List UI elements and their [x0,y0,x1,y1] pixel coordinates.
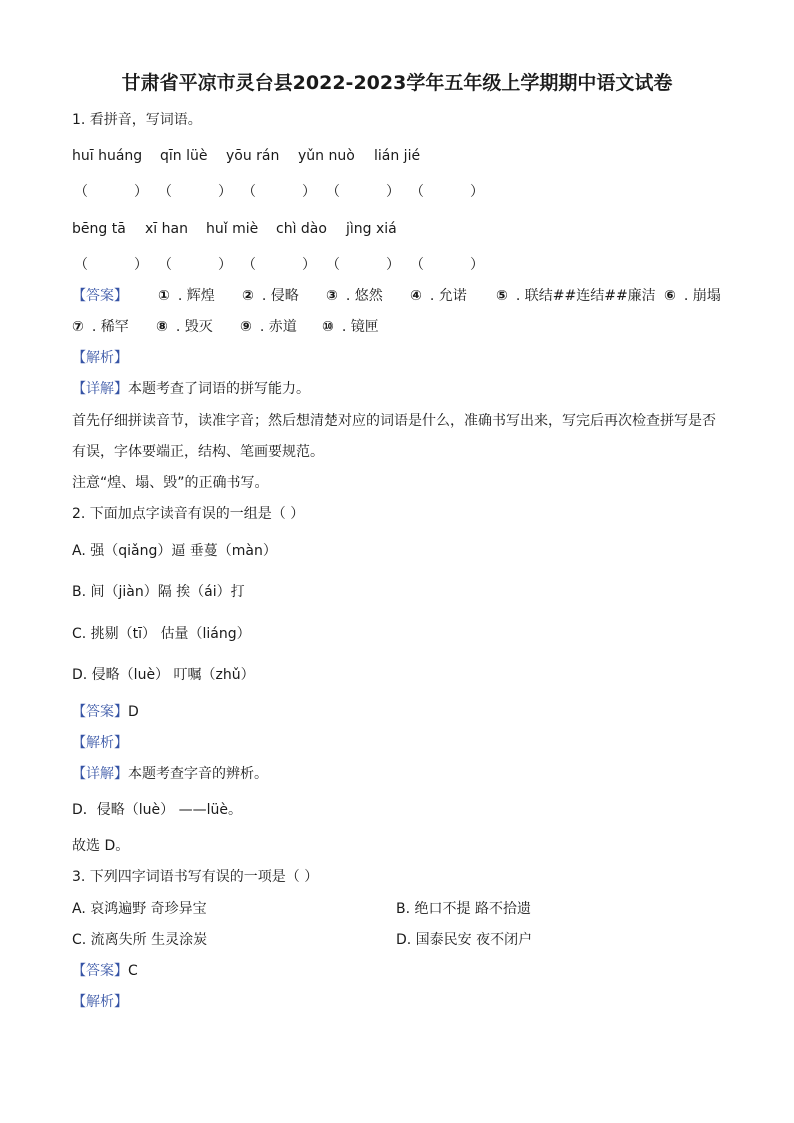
number-badge: ⑦ [72,319,84,335]
answer-text: . 毁灭 [175,319,213,335]
pinyin-item: huǐ miè [206,221,259,237]
pinyin-item: lián jié [374,148,421,164]
blank-open: （ [242,257,256,273]
blank-open: （ [242,184,256,200]
q1-detail [72,379,310,399]
answer-text: . 镜匣 [341,319,379,335]
q1-stem: 1. 看拼音，写词语。 [72,112,202,128]
number-badge: ② [242,288,254,304]
answer-item [240,317,297,337]
detail-label: 【详解】 [72,381,128,397]
answer-text: . 辉煌 [177,288,215,304]
pinyin-item: yǔn nuò [298,148,355,164]
blank-open: （ [74,184,88,200]
answer-item [156,317,213,337]
q2-line-d: D．侵略（luè） ——lüè。 [72,802,242,818]
answer-text: . 联结##连结##廉洁 [515,288,656,304]
answer-text: . 侵略 [261,288,299,304]
number-badge: ⑨ [240,319,252,335]
pinyin-item: xī han [145,221,188,237]
q1-answer-row2 [0,317,794,337]
answer-item [322,317,379,337]
blank-close: ） [470,184,484,200]
q2-answer [72,702,139,722]
q2-option-d: D. 侵略（luè） 叮嘱（zhǔ） [72,667,255,683]
number-badge: ⑤ [496,288,508,304]
blank-close: ） [134,257,148,273]
pinyin-item: qīn lüè [160,148,208,164]
answer-text: . 赤道 [259,319,297,335]
number-badge: ① [158,288,170,304]
blank-open: （ [326,184,340,200]
blank-close: ） [218,257,232,273]
answer-text: . 悠然 [345,288,383,304]
analysis-label: 【解析】 [72,350,128,366]
answer-item [242,286,299,306]
answer-item [326,286,383,306]
q3-option-c: C. 流离失所 生灵涂炭 [72,932,208,948]
answer-text: . 允诺 [429,288,467,304]
pinyin-item: huī huáng [72,148,143,164]
answer-item [158,286,215,306]
analysis-label: 【解析】 [72,735,128,751]
blank-close: ） [302,184,316,200]
number-badge: ⑥ [664,288,676,304]
blank-close: ） [386,257,400,273]
blank-open: （ [74,257,88,273]
number-badge: ③ [326,288,338,304]
blank-close: ） [302,257,316,273]
answer-label: 【答案】 [72,288,128,304]
blank-open: （ [158,257,172,273]
answer-text: . 崩塌 [683,288,721,304]
blank-close: ） [218,184,232,200]
page-title: 甘肃省平凉市灵台县2022-2023学年五年级上学期期中语文试卷 [121,72,673,94]
q3-stem: 3. 下列四字词语书写有误的一项是（ ） [72,869,319,885]
q1-pinyin-row1 [0,146,794,166]
answer-item [664,286,721,306]
q1-blank-row1 [0,182,794,202]
q2-stem: 2. 下面加点字读音有误的一组是（ ） [72,506,305,522]
number-badge: ⑩ [322,319,334,335]
blank-close: ） [386,184,400,200]
number-badge: ④ [410,288,422,304]
pinyin-item: jìng xiá [346,221,397,237]
answer-item [410,286,467,306]
blank-close: ） [470,257,484,273]
pinyin-item: chì dào [276,221,327,237]
q1-paragraph-2: 有误，字体要端正，结构、笔画要规范。 [72,444,324,460]
q1-paragraph-1: 首先仔细拼读音节，读准字音；然后想清楚对应的词语是什么，准确书写出来，写完后再次检查拼写是否 [72,413,716,429]
answer-value: D [128,704,139,720]
blank-open: （ [326,257,340,273]
q3-option-b: B. 绝口不提 路不拾遗 [396,901,531,917]
q2-option-b: B. 间（jiàn）隔 挨（ái）打 [72,584,245,600]
detail-text: 本题考查了词语的拼写能力。 [128,381,310,397]
q1-blank-row2 [0,255,794,275]
q3-option-a: A. 哀鸿遍野 奇珍异宝 [72,901,207,917]
q3-option-d: D. 国泰民安 夜不闭户 [396,932,533,948]
blank-close: ） [134,184,148,200]
detail-label: 【详解】 [72,766,128,782]
answer-item [496,286,656,306]
q1-pinyin-row2 [0,219,794,239]
blank-open: （ [410,257,424,273]
answer-value: C [128,963,138,979]
q2-detail [72,764,268,784]
detail-text: 本题考查字音的辨析。 [128,766,268,782]
analysis-label: 【解析】 [72,994,128,1010]
pinyin-item: bēng tā [72,221,126,237]
q1-answer-row1 [0,286,794,306]
answer-text: . 稀罕 [91,319,129,335]
q1-note: 注意“煌、塌、毁”的正确书写。 [72,475,269,491]
answer-item [72,317,129,337]
q3-answer [72,961,138,981]
number-badge: ⑧ [156,319,168,335]
answer-label: 【答案】 [72,963,128,979]
q2-option-c: C. 挑剔（tī） 估量（liáng） [72,626,251,642]
blank-open: （ [410,184,424,200]
q2-conclusion: 故选 D。 [72,838,130,854]
pinyin-item: yōu rán [226,148,280,164]
answer-label: 【答案】 [72,704,128,720]
blank-open: （ [158,184,172,200]
q2-option-a: A. 强（qiǎng）逼 垂蔓（màn） [72,543,277,559]
